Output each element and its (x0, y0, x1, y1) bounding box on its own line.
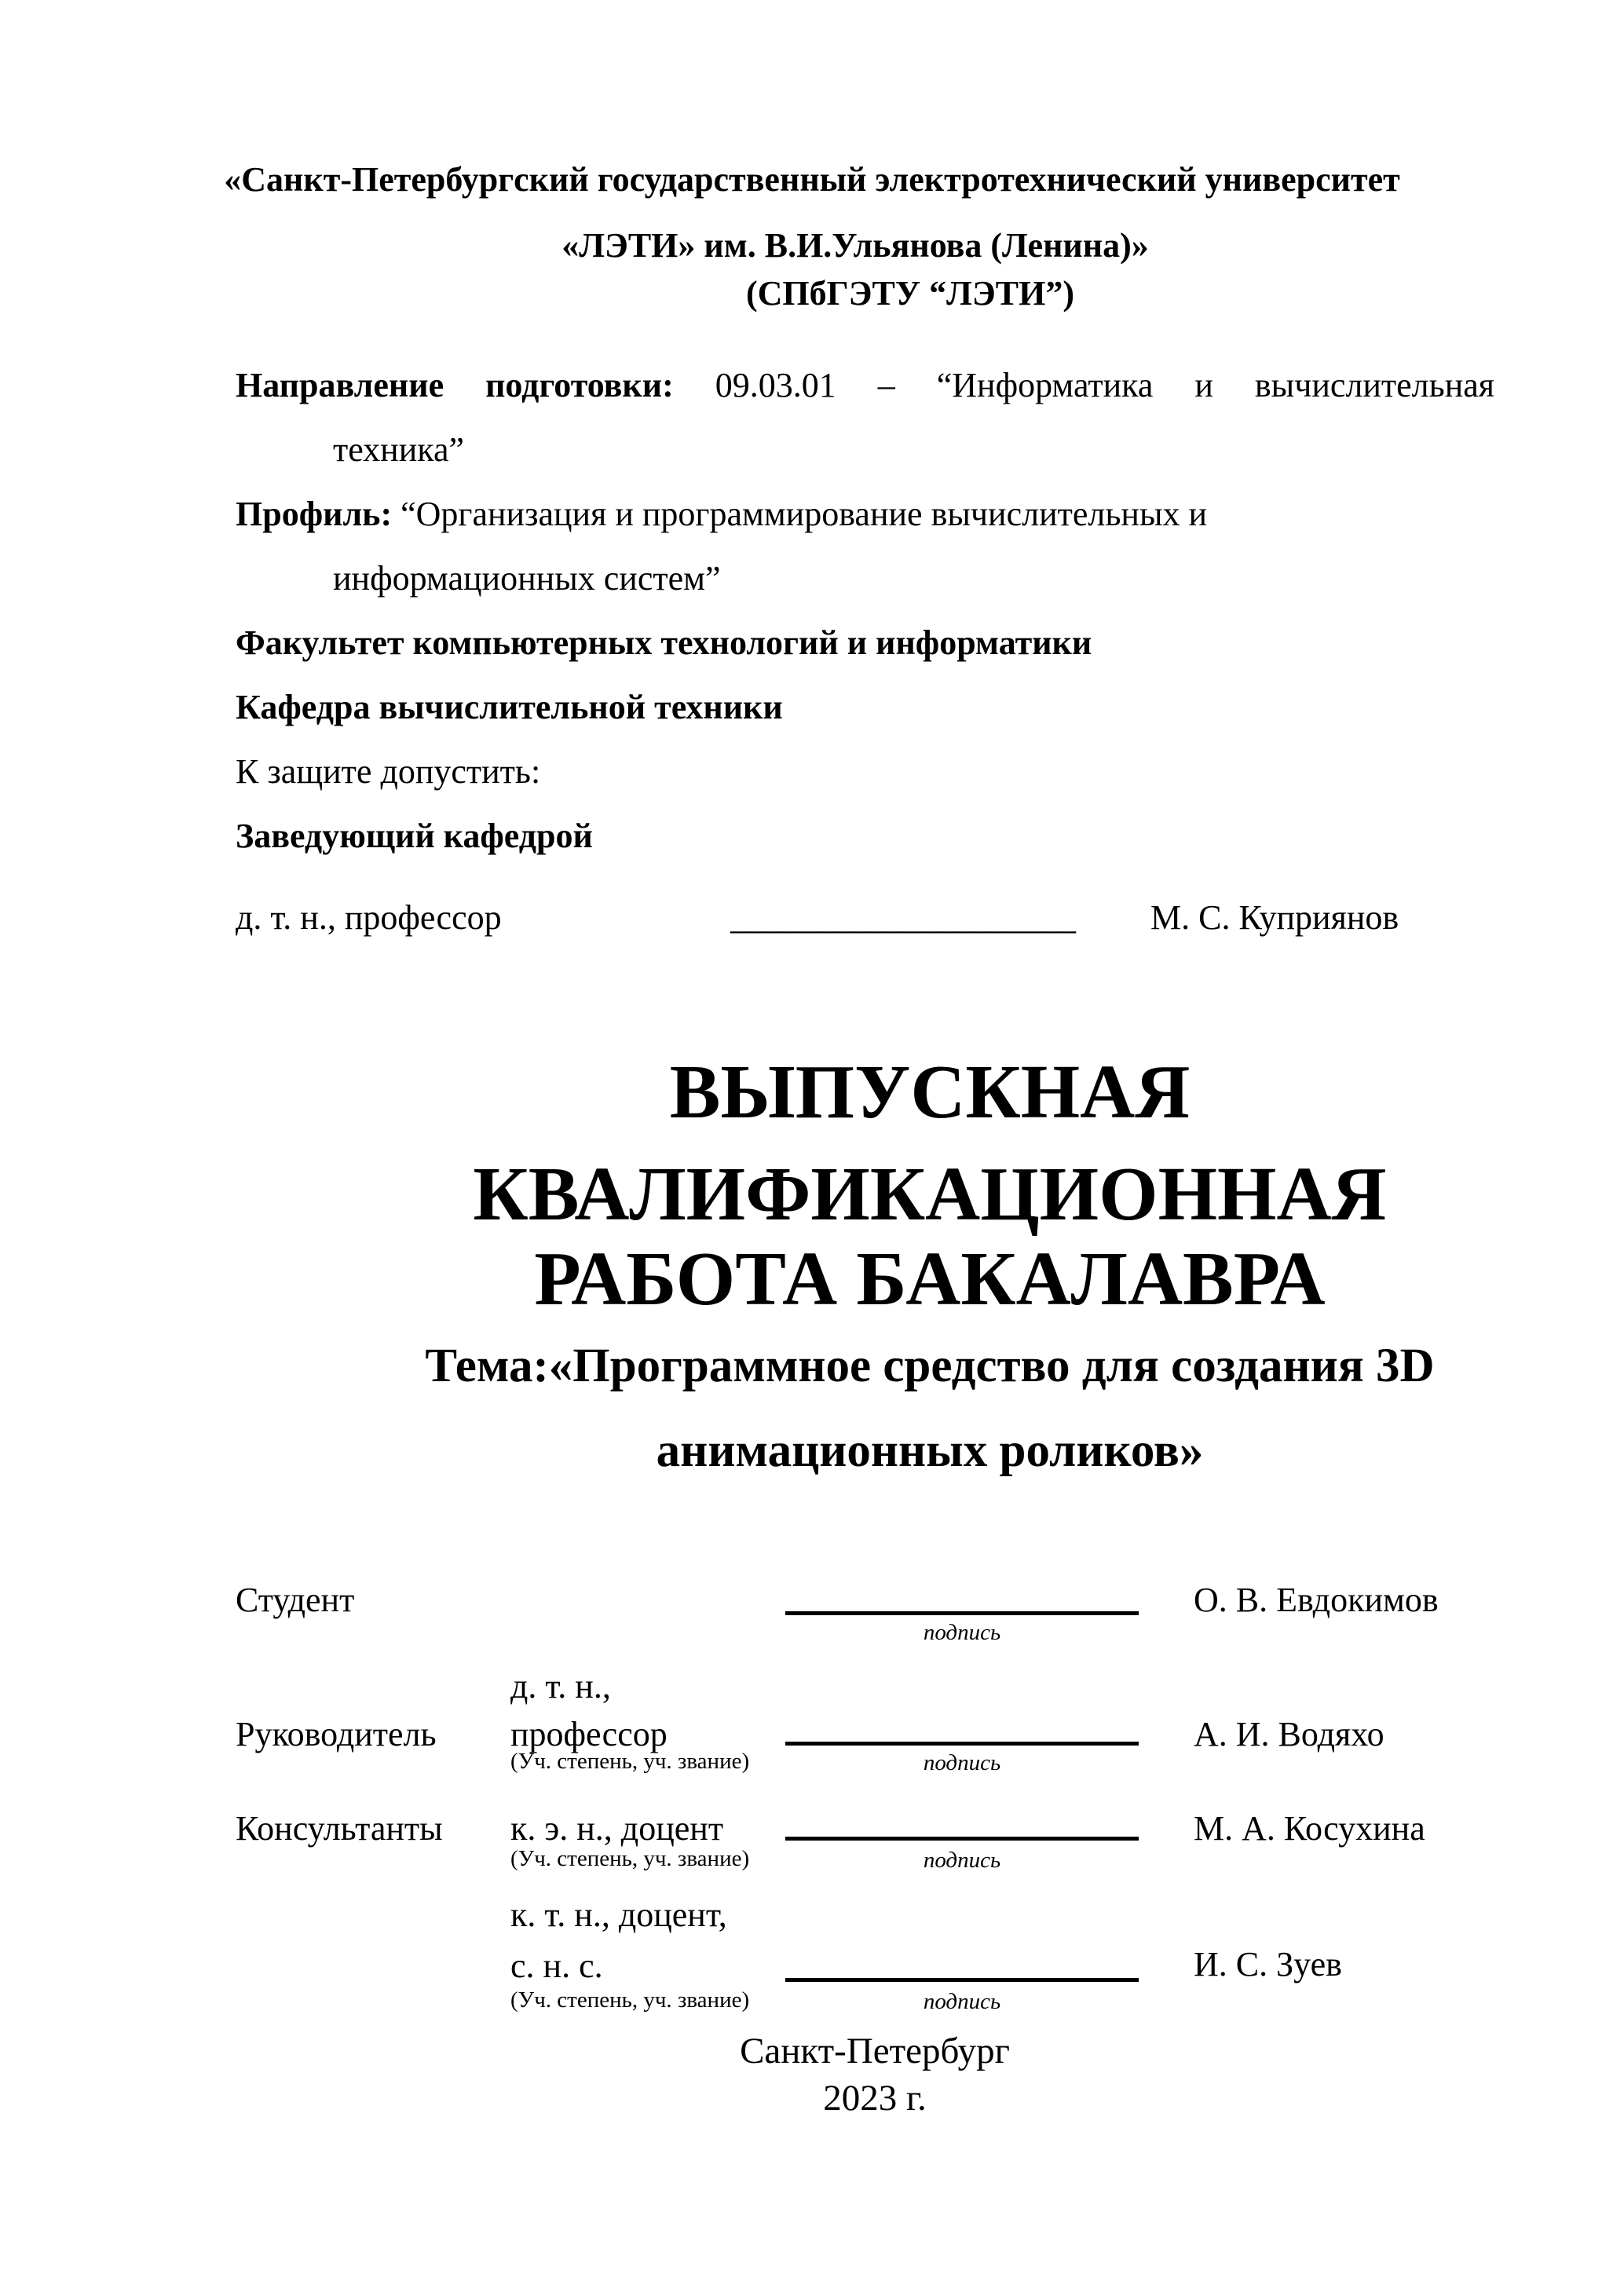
thesis-title-line2: КВАЛИФИКАЦИОННАЯ (473, 1152, 1387, 1236)
advisor-degree-caption: (Уч. степень, уч. звание) (510, 1749, 750, 1774)
advisor-signature-line (785, 1742, 1139, 1746)
consultant2-signature-line (785, 1978, 1139, 1982)
student-signature-line (785, 1611, 1139, 1615)
thesis-title-line1: ВЫПУСКНАЯ (669, 1050, 1191, 1134)
thesis-theme-line1: Тема:«Программное средство для создания 3D (425, 1340, 1435, 1392)
student-name: О. В. Евдокимов (1194, 1581, 1439, 1619)
profile-wrap: информационных систем” (333, 559, 721, 598)
consultant2-degree-caption: (Уч. степень, уч. звание) (510, 1987, 750, 2013)
department-head-name: М. С. Куприянов (1150, 898, 1399, 937)
advisor-role-label: Руководитель (236, 1715, 437, 1753)
consultant1-name: М. А. Косухина (1194, 1809, 1425, 1848)
student-signature-caption: подпись (923, 1620, 1001, 1645)
student-role-label: Студент (236, 1581, 355, 1619)
university-name-line1: «Санкт-Петербургский государственный электротехнический университет (224, 160, 1400, 199)
program-direction-value: 09.03.01 – “Информатика и вычислительная (715, 366, 1495, 404)
profile-line (236, 494, 1207, 535)
faculty-line: Факультет компьютерных технологий и информатики (236, 623, 1092, 662)
admission-line: К защите допустить: (236, 752, 541, 791)
consultant1-degree-caption: (Уч. степень, уч. звание) (510, 1846, 750, 1871)
consultant2-degree-line1: к. т. н., доцент, (510, 1896, 727, 1934)
consultant1-signature-line (785, 1837, 1139, 1841)
consultant2-signature-caption: подпись (923, 1989, 1001, 2014)
advisor-degree-line1: д. т. н., (510, 1667, 611, 1706)
department-head-degree: д. т. н., профессор (236, 898, 502, 937)
footer-city: Санкт-Петербург (740, 2031, 1010, 2071)
thesis-theme-line2: анимационных роликов» (656, 1424, 1204, 1477)
advisor-degree-line2: профессор (510, 1715, 668, 1753)
department-head-title: Заведующий кафедрой (236, 817, 593, 855)
department-head-signature-blank: ____________________ (730, 898, 1076, 937)
advisor-signature-caption: подпись (923, 1750, 1001, 1775)
consultant2-degree-line2: с. н. с. (510, 1947, 603, 1985)
consultants-role-label: Консультанты (236, 1809, 443, 1848)
consultant1-degree: к. э. н., доцент (510, 1809, 724, 1848)
university-abbreviation: (СПбГЭТУ “ЛЭТИ”) (746, 274, 1074, 313)
program-direction-label: Направление подготовки: (236, 366, 674, 404)
university-name-line2: «ЛЭТИ» им. В.И.Ульянова (Ленина)» (561, 226, 1149, 265)
program-direction-wrap: техника” (333, 430, 465, 469)
consultant1-signature-caption: подпись (923, 1848, 1001, 1873)
profile-value: “Организация и программирование вычислительных и (401, 495, 1208, 533)
program-direction-line (236, 365, 1494, 406)
department-line: Кафедра вычислительной техники (236, 688, 783, 726)
consultant2-name: И. С. Зуев (1194, 1945, 1342, 1983)
profile-label: Профиль: (236, 495, 393, 533)
thesis-title-line3: РАБОТА БАКАЛАВРА (534, 1237, 1326, 1321)
footer-year: 2023 г. (823, 2078, 927, 2119)
advisor-name: А. И. Водяхо (1194, 1715, 1384, 1753)
